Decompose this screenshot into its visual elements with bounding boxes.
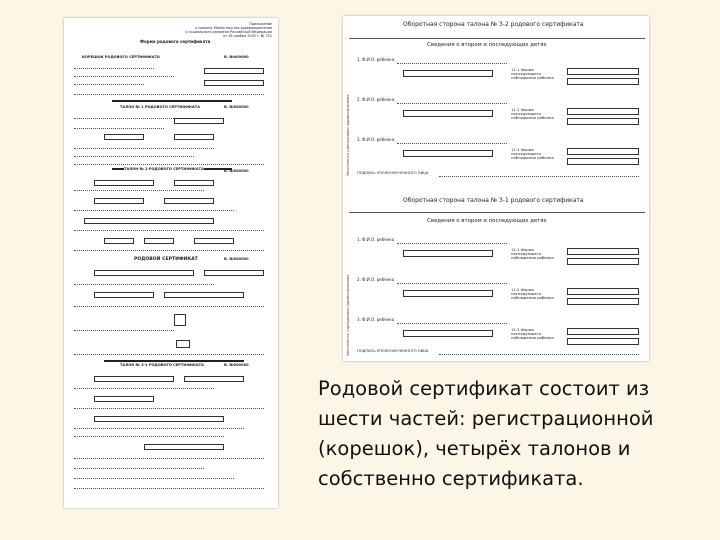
child-row-side: 11.3 Форма последующего наблюдения ребенка [511,327,554,340]
section-badge: В. №000000 [224,169,249,173]
section-title: ТАЛОН № 2 РОДОВОГО СЕРТИФИКАТА [124,167,204,171]
child-row-side: 11.2 Форма последующего наблюдения ребенка [511,287,554,300]
block-subtitle: Сведения о втором и последующих детях [427,42,547,48]
caption-line: шести частей: регистрационной [318,407,654,430]
child-row-side: 11.3 Форма последующего наблюдения ребенка [511,147,554,160]
form-header [185,22,272,38]
form-header-line: от 28 ноября 2005 г. № 701 [223,34,272,38]
vertical-label: Заполняется учреждением здравоохранения [346,94,350,176]
block-subtitle: Сведения о втором и последующих детях [427,218,547,224]
form-header-line: и социального развития Российской Федерации [185,30,272,34]
form-header-line: Приложение [249,22,272,26]
certificate-form-image [64,18,278,508]
section-title: КОРЕШОК РОДОВОГО СЕРТИФИКАТА [82,55,160,59]
section-title: РОДОВОЙ СЕРТИФИКАТ [134,257,198,262]
section-title: ТАЛОН № 1 РОДОВОГО СЕРТИФИКАТА [120,105,200,109]
child-row-label: 2. Ф.И.О. ребенка [357,277,395,282]
block-footer: ПОДПИСЬ УПОЛНОМОЧЕННОГО ЛИЦА [357,349,429,353]
caption-text [318,374,710,494]
child-row-label: 3. Ф.И.О. ребенка [357,317,395,322]
section-title: ТАЛОН № 3-1 РОДОВОГО СЕРТИФИКАТА [120,363,204,367]
child-row-label: 3. Ф.И.О. ребенка [357,137,395,142]
section-badge: В. №000000 [224,55,249,59]
caption-line: (корешок), четырёх талонов и [318,437,631,460]
block-title: Оборотная сторона талона № 3-2 родового сертификата [403,21,584,28]
caption-line: Родовой сертификат состоит из [318,377,650,400]
section-badge: В. №000000 [224,363,249,367]
form-title: Форма родового сертификата [140,39,211,44]
caption-line: собственно сертификата. [318,467,584,490]
coupon-reverse-image [343,16,649,361]
block-title: Оборотная сторона талона № 3-1 родового сертификата [403,197,584,204]
child-row-side: 11.1 Форма последующего наблюдения ребенка [511,67,554,80]
section-badge: В. №000000 [224,257,249,261]
child-row-side: 11.1 Форма последующего наблюдения ребенка [511,247,554,260]
form-header-line: к приказу Министерства здравоохранения [195,26,272,30]
child-row-label: 1. Ф.И.О. ребенка [357,237,395,242]
vertical-label: Заполняется учреждением здравоохранения [346,274,350,356]
section-badge: В. №000000 [224,105,249,109]
child-row-label: 2. Ф.И.О. ребенка [357,97,395,102]
child-row-label: 1. Ф.И.О. ребенка [357,57,395,62]
block-footer: ПОДПИСЬ УПОЛНОМОЧЕННОГО ЛИЦА [357,171,429,175]
child-row-side: 11.2 Форма последующего наблюдения ребенка [511,107,554,120]
